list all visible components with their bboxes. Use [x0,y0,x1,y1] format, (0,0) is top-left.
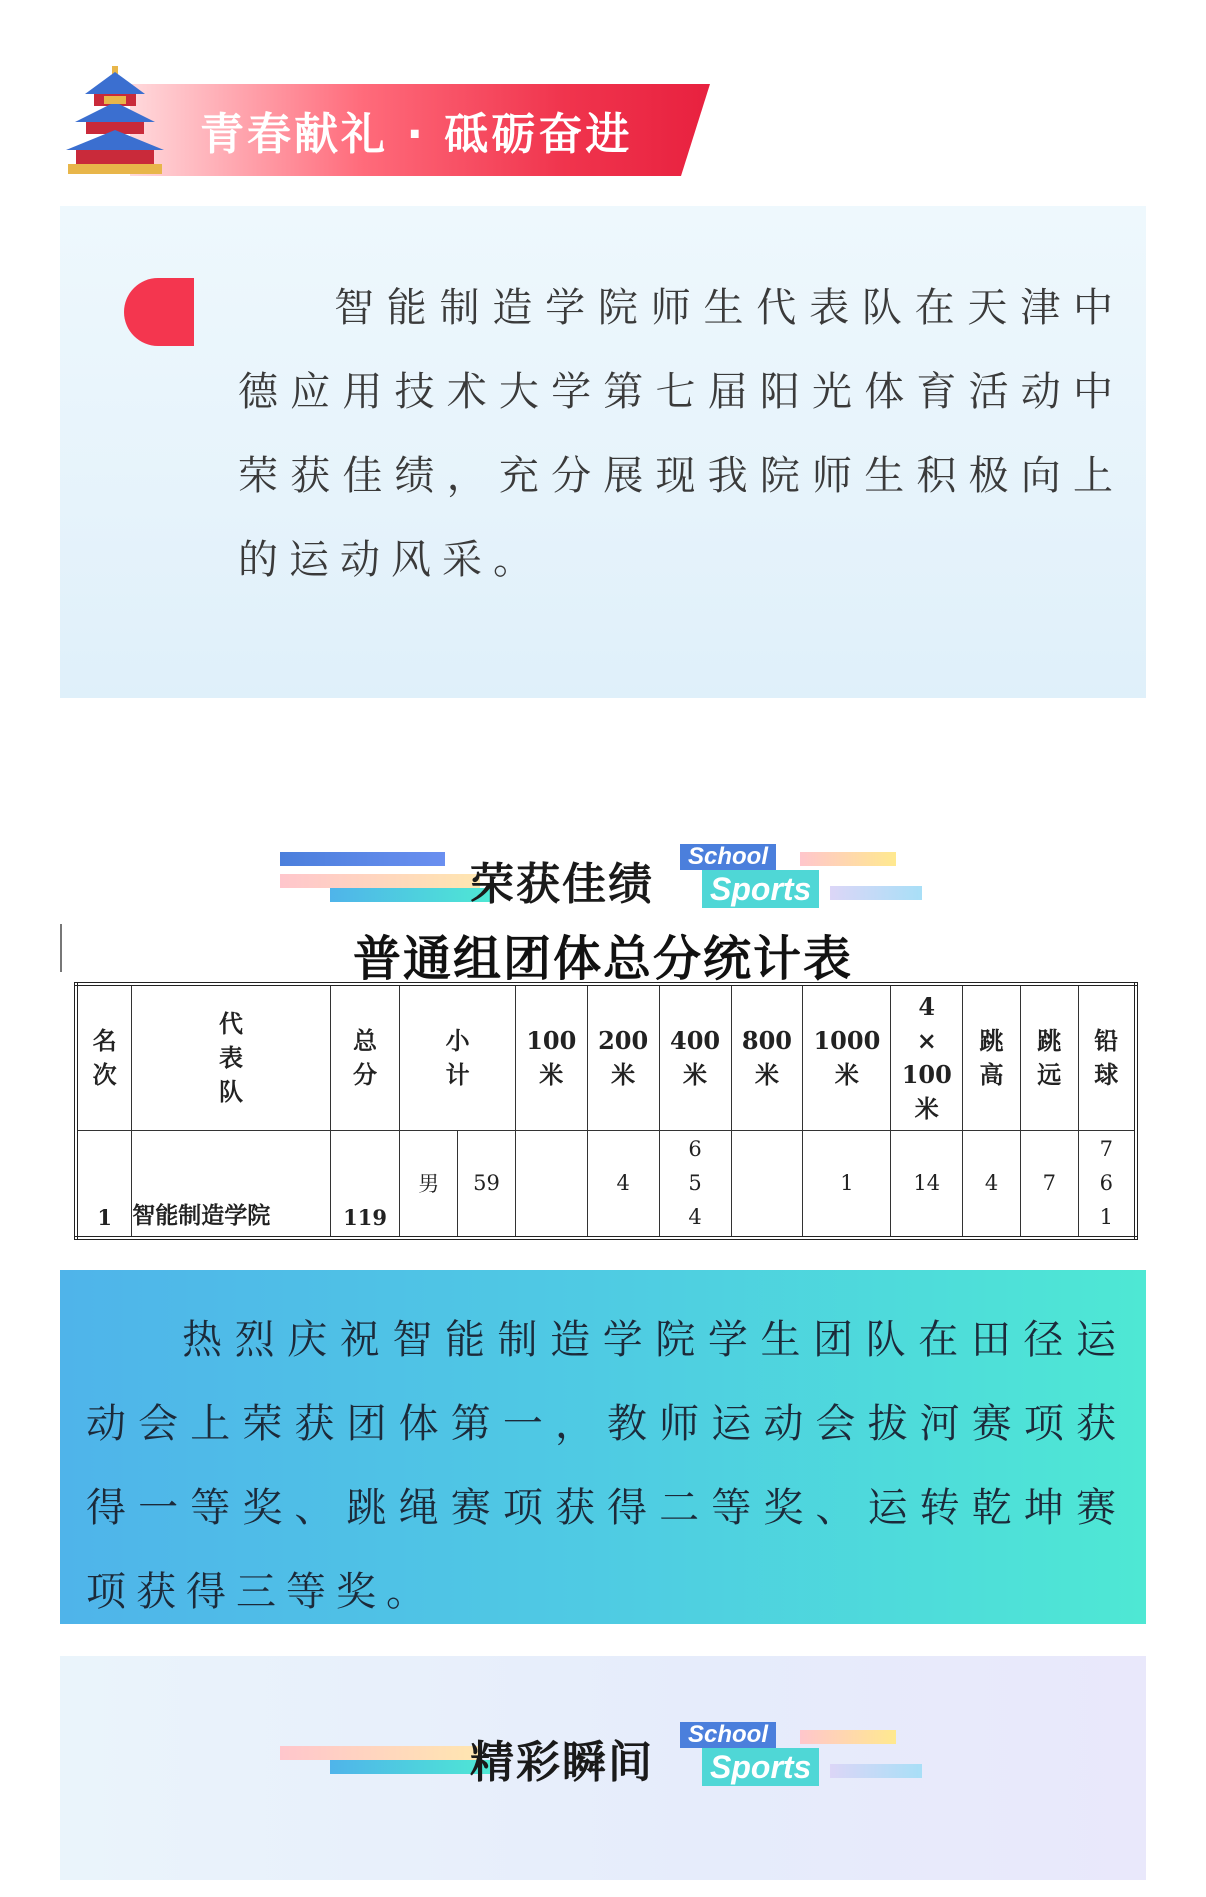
header-relay: 4 × 100 米 [891,984,963,1130]
school-tag: School [680,1722,776,1748]
celebration-paragraph: 热烈庆祝智能制造学院学生团队在田径运动会上荣获团体第一，教师运动会拔河赛项获得一等奖、跳绳赛项获得二等奖、运转乾坤赛项获得三等奖。 [86,1317,1126,1615]
cell-rank: 1 [76,1130,132,1238]
section-title-moments: 精彩瞬间 [470,1737,654,1788]
header-bar-teal [330,888,490,902]
header-bar-blue [280,852,445,866]
header-800m: 800米 [731,984,803,1130]
cell-800m [731,1130,803,1238]
header-bar-pink [280,1746,480,1760]
cell-long-jump: 7 [1020,1130,1078,1238]
header-bar-lavender [830,886,922,900]
header-1000m: 1000米 [803,984,891,1130]
cell-100m [515,1130,587,1238]
intro-card [60,206,1146,698]
cell-1000m: 1 [803,1130,891,1238]
section-header-moments [280,1722,930,1802]
header-high-jump: 跳高 [963,984,1021,1130]
cell-400m: 6 5 4 [659,1130,731,1238]
header-400m: 400米 [659,984,731,1130]
red-tab-marker [124,278,194,346]
header-bar-lavender [830,1764,922,1778]
cell-shot-put: 7 6 1 [1078,1130,1136,1238]
celebration-card [60,1270,1146,1624]
header-banner [60,80,710,176]
cell-subtotal: 59 [458,1130,516,1238]
intro-paragraph: 智能制造学院师生代表队在天津中德应用技术大学第七届阳光体育活动中荣获佳绩，充分展现我院师生积极向上的运动风采。 [238,285,1124,583]
header-shot-put: 铅球 [1078,984,1136,1130]
banner-title: 青春献礼 · 砥砺奋进 [200,109,633,160]
school-tag: School [680,844,776,870]
sports-tag: Sports [702,870,819,908]
cell-team: 智能制造学院 [132,1130,330,1238]
header-rank: 名次 [76,984,132,1130]
cell-gender: 男 [400,1130,458,1238]
table-row [76,1130,1136,1238]
header-team: 代表队 [132,984,330,1130]
header-100m: 100米 [515,984,587,1130]
sports-tag: Sports [702,1748,819,1786]
cell-relay: 14 [891,1130,963,1238]
header-total: 总分 [330,984,400,1130]
header-long-jump: 跳远 [1020,984,1078,1130]
header-200m: 200米 [587,984,659,1130]
header-bar-teal [330,1760,490,1774]
header-bar-yellow [800,852,896,866]
header-bar-yellow [800,1730,896,1744]
temple-of-heaven-icon [60,64,170,176]
table-title: 普通组团体总分统计表 [352,931,853,987]
score-table-image [60,910,1146,1240]
header-subtotal: 小计 [400,984,515,1130]
cell-total: 119 [330,1130,400,1238]
header-bar-pink [280,874,480,888]
moments-card [60,1656,1146,1880]
cell-high-jump: 4 [963,1130,1021,1238]
section-title-results: 荣获佳绩 [470,859,654,910]
table-header-row [76,984,1136,1130]
cell-200m: 4 [587,1130,659,1238]
score-table [74,982,1138,1240]
